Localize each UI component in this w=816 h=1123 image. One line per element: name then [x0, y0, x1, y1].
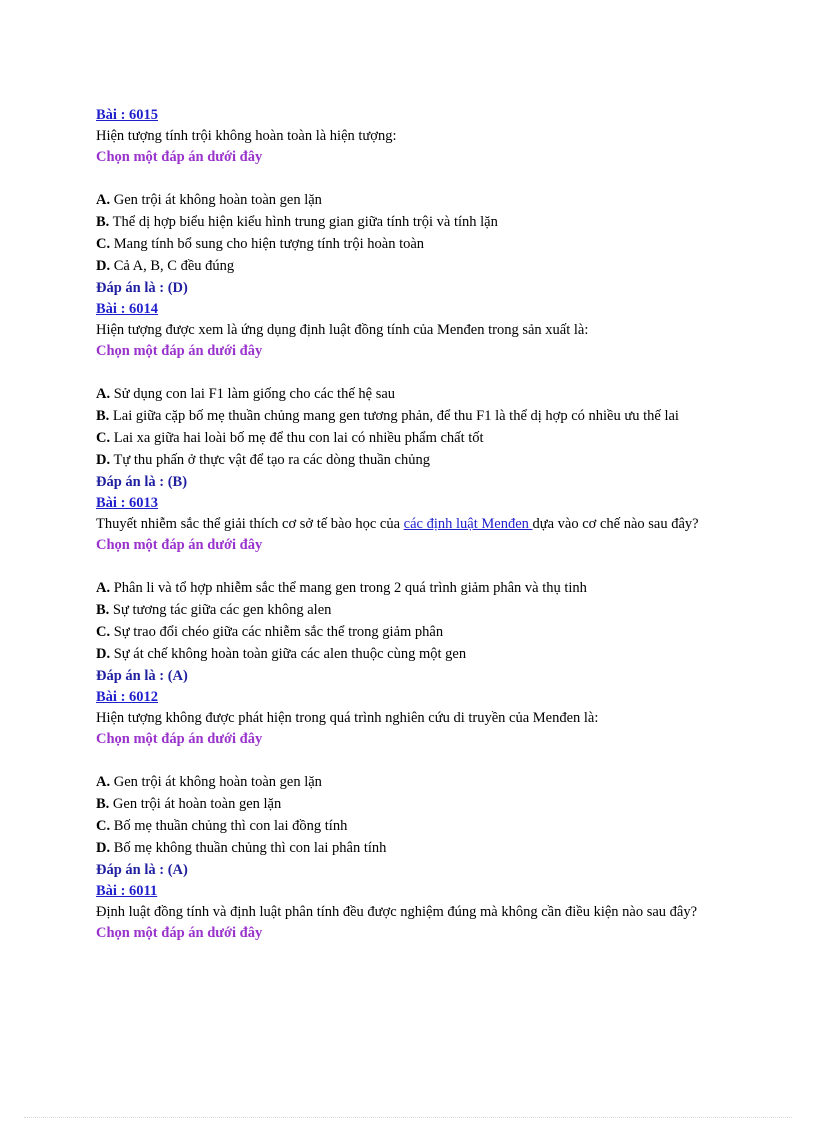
option-letter: C. — [96, 624, 111, 640]
option-text: Cả A, B, C đều đúng — [110, 258, 235, 274]
question-title-link[interactable]: Bài : 6011 — [96, 883, 158, 899]
question-title-link[interactable]: Bài : 6013 — [96, 495, 159, 511]
choose-answer-label: Chọn một đáp án dưới đây — [96, 343, 263, 359]
option-letter: D. — [96, 646, 111, 662]
question-title-link[interactable]: Bài : 6014 — [96, 301, 159, 317]
option-text: Lai xa giữa hai loài bố mẹ để thu con lai có nhiều phẩm chất tốt — [110, 430, 484, 446]
option-text: Bố mẹ thuần chủng thì con lai đồng tính — [110, 818, 348, 834]
choose-answer-label: Chọn một đáp án dưới đây — [96, 925, 263, 941]
option-letter: D. — [96, 258, 111, 274]
answer-option[interactable] — [96, 644, 706, 665]
option-text: Gen trội át hoàn toàn gen lặn — [109, 796, 282, 812]
question-title-link[interactable]: Bài : 6012 — [96, 689, 159, 705]
answer-option[interactable] — [96, 190, 706, 211]
answer-option[interactable] — [96, 212, 706, 233]
option-text: Bố mẹ không thuần chủng thì con lai phân tính — [110, 840, 387, 856]
mendel-laws-link[interactable]: các định luật Menđen — [403, 516, 533, 532]
question-text: Hiện tượng không được phát hiện trong quá trình nghiên cứu di truyền của Menđen là: — [96, 710, 599, 726]
option-letter: A. — [96, 192, 111, 208]
option-letter: A. — [96, 580, 111, 596]
option-text: Mang tính bổ sung cho hiện tượng tính trội hoàn toàn — [110, 236, 425, 252]
question-text: Định luật đồng tính và định luật phân tính đều được nghiệm đúng mà không cần điều kiện nào sau đây? — [96, 904, 698, 920]
answer-option[interactable] — [96, 600, 706, 621]
question-block — [96, 105, 706, 299]
answer-option[interactable] — [96, 428, 706, 449]
question-text: Hiện tượng được xem là ứng dụng định luật đồng tính của Menđen trong sản xuất là: — [96, 322, 589, 338]
option-letter: B. — [96, 408, 110, 424]
page-divider — [24, 1117, 792, 1118]
question-title-link[interactable]: Bài : 6015 — [96, 107, 159, 123]
option-text: Thể dị hợp biểu hiện kiểu hình trung gian giữa tính trội và tính lặn — [109, 214, 498, 230]
option-letter: D. — [96, 840, 111, 856]
option-letter: B. — [96, 796, 110, 812]
option-letter: C. — [96, 430, 111, 446]
option-letter: A. — [96, 774, 111, 790]
correct-answer: Đáp án là : (A) — [96, 668, 188, 684]
option-text: Sự trao đổi chéo giữa các nhiễm sắc thể trong giảm phân — [110, 624, 444, 640]
option-text: Gen trội át không hoàn toàn gen lặn — [110, 774, 322, 790]
question-block — [96, 299, 706, 493]
question-text — [96, 514, 706, 535]
choose-answer-label: Chọn một đáp án dưới đây — [96, 731, 263, 747]
option-text: Phân li và tổ hợp nhiễm sắc thể mang gen trong 2 quá trình giảm phân và thụ tinh — [110, 580, 587, 596]
correct-answer: Đáp án là : (B) — [96, 474, 188, 490]
question-block — [96, 881, 706, 944]
option-text: Sự tương tác giữa các gen không alen — [109, 602, 332, 618]
answer-option[interactable] — [96, 838, 706, 859]
option-letter: C. — [96, 236, 111, 252]
correct-answer: Đáp án là : (D) — [96, 280, 188, 296]
answer-option[interactable] — [96, 450, 706, 471]
option-letter: B. — [96, 602, 110, 618]
answer-option[interactable] — [96, 816, 706, 837]
question-text-part: dựa vào cơ chế nào sau đây? — [532, 516, 699, 532]
document-body — [96, 105, 706, 966]
answer-option[interactable] — [96, 772, 706, 793]
answer-option[interactable] — [96, 794, 706, 815]
choose-answer-label: Chọn một đáp án dưới đây — [96, 537, 263, 553]
answer-option[interactable] — [96, 622, 706, 643]
question-text-part: Thuyết nhiễm sắc thể giải thích cơ sở tế bào học của — [96, 516, 404, 532]
option-letter: B. — [96, 214, 110, 230]
choose-answer-label: Chọn một đáp án dưới đây — [96, 149, 263, 165]
option-text: Lai giữa cặp bố mẹ thuần chủng mang gen tương phản, để thu F1 là thể dị hợp có nhiều ưu thế lai — [109, 408, 679, 424]
answer-option[interactable] — [96, 406, 706, 427]
option-text: Sự át chế không hoàn toàn giữa các alen thuộc cùng một gen — [110, 646, 467, 662]
option-letter: C. — [96, 818, 111, 834]
answer-option[interactable] — [96, 578, 706, 599]
option-text: Gen trội át không hoàn toàn gen lặn — [110, 192, 322, 208]
option-text: Sử dụng con lai F1 làm giống cho các thế hệ sau — [110, 386, 396, 402]
question-block — [96, 687, 706, 881]
option-letter: D. — [96, 452, 111, 468]
option-text: Tự thu phấn ở thực vật để tạo ra các dòng thuần chủng — [110, 452, 430, 468]
question-text: Hiện tượng tính trội không hoàn toàn là hiện tượng: — [96, 128, 397, 144]
question-block — [96, 493, 706, 687]
answer-option[interactable] — [96, 384, 706, 405]
answer-option[interactable] — [96, 234, 706, 255]
correct-answer: Đáp án là : (A) — [96, 862, 188, 878]
option-letter: A. — [96, 386, 111, 402]
answer-option[interactable] — [96, 256, 706, 277]
